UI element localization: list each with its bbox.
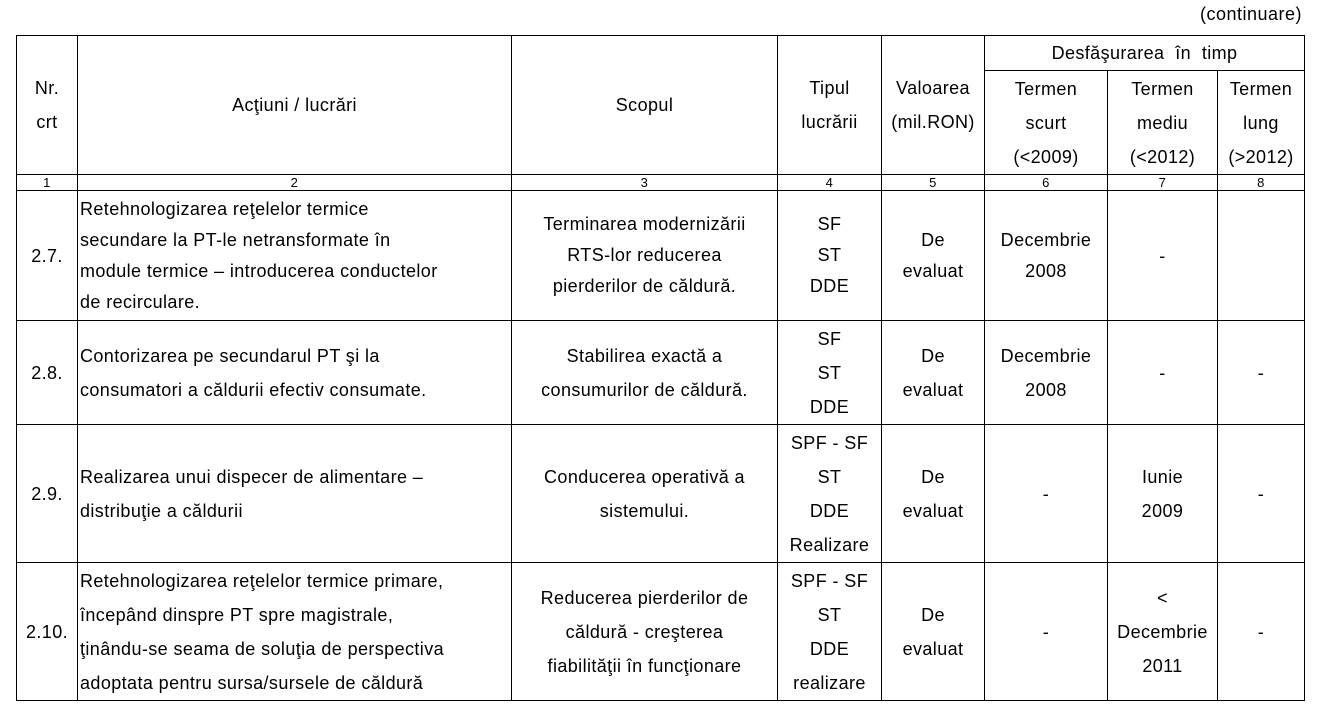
cell-long-term: -: [1218, 425, 1305, 563]
header-actions: Acţiuni / lucrări: [78, 36, 512, 175]
cell-value: De evaluat: [882, 425, 985, 563]
cell-value: De evaluat: [882, 191, 985, 321]
cell-medium-term: Iunie 2009: [1108, 425, 1218, 563]
cell-type: SPF - SF ST DDE realizare: [778, 563, 882, 701]
cell-long-term: -: [1218, 563, 1305, 701]
header-medium-term: Termen mediu (<2012): [1108, 71, 1218, 175]
header-value: Valoarea (mil.RON): [882, 36, 985, 175]
cell-purpose: Terminarea modernizării RTS-lor reducerea pierderilor de căldură.: [512, 191, 778, 321]
column-number: 6: [985, 175, 1108, 191]
cell-value: De evaluat: [882, 563, 985, 701]
cell-value: De evaluat: [882, 321, 985, 425]
cell-type: SPF - SF ST DDE Realizare: [778, 425, 882, 563]
cell-actions: Contorizarea pe secundarul PT şi la consumatori a căldurii efectiv consumate.: [78, 321, 512, 425]
table-row: [17, 563, 1305, 701]
cell-short-term: -: [985, 425, 1108, 563]
cell-medium-term: -: [1108, 321, 1218, 425]
header-short-term: Termen scurt (<2009): [985, 71, 1108, 175]
table-body: [17, 191, 1305, 701]
cell-long-term: -: [1218, 321, 1305, 425]
column-number: 5: [882, 175, 985, 191]
header-purpose: Scopul: [512, 36, 778, 175]
cell-type: SF ST DDE: [778, 191, 882, 321]
header-nr: Nr. crt: [17, 36, 78, 175]
continuation-label: (continuare): [1199, 4, 1302, 24]
table-row: [17, 425, 1305, 563]
cell-purpose: Conducerea operativă a sistemului.: [512, 425, 778, 563]
cell-actions: Retehnologizarea reţelelor termice secundare la PT-le netransformate în module termice – introducerea conductelor de recirculare.: [78, 191, 512, 321]
cell-actions: Realizarea unui dispecer de alimentare – distribuţie a căldurii: [78, 425, 512, 563]
cell-short-term: -: [985, 563, 1108, 701]
measures-table: [16, 35, 1305, 701]
cell-purpose: Reducerea pierderilor de căldură - creşterea fiabilităţii în funcţionare: [512, 563, 778, 701]
table-row: [17, 321, 1305, 425]
column-numbers-row: [17, 175, 1305, 191]
column-number: 1: [17, 175, 78, 191]
cell-nr: 2.10.: [17, 563, 78, 701]
column-number: 8: [1218, 175, 1305, 191]
cell-long-term: [1218, 191, 1305, 321]
table-header: [17, 36, 1305, 191]
cell-type: SF ST DDE: [778, 321, 882, 425]
column-number: 7: [1108, 175, 1218, 191]
header-timeline: Desfăşurarea în timp: [985, 36, 1305, 71]
cell-short-term: Decembrie 2008: [985, 321, 1108, 425]
cell-medium-term: -: [1108, 191, 1218, 321]
cell-short-term: Decembrie 2008: [985, 191, 1108, 321]
table-row: [17, 191, 1305, 321]
cell-actions: Retehnologizarea reţelelor termice primare, începând dinspre PT spre magistrale, ţinându-se seama de soluţia de perspectiva adoptata pentru sursa/sursele de căldură: [78, 563, 512, 701]
column-number: 4: [778, 175, 882, 191]
column-number: 2: [78, 175, 512, 191]
cell-medium-term: < Decembrie 2011: [1108, 563, 1218, 701]
header-type: Tipul lucrării: [778, 36, 882, 175]
cell-nr: 2.9.: [17, 425, 78, 563]
column-number: 3: [512, 175, 778, 191]
cell-nr: 2.8.: [17, 321, 78, 425]
cell-purpose: Stabilirea exactă a consumurilor de căldură.: [512, 321, 778, 425]
cell-nr: 2.7.: [17, 191, 78, 321]
header-long-term: Termen lung (>2012): [1218, 71, 1305, 175]
